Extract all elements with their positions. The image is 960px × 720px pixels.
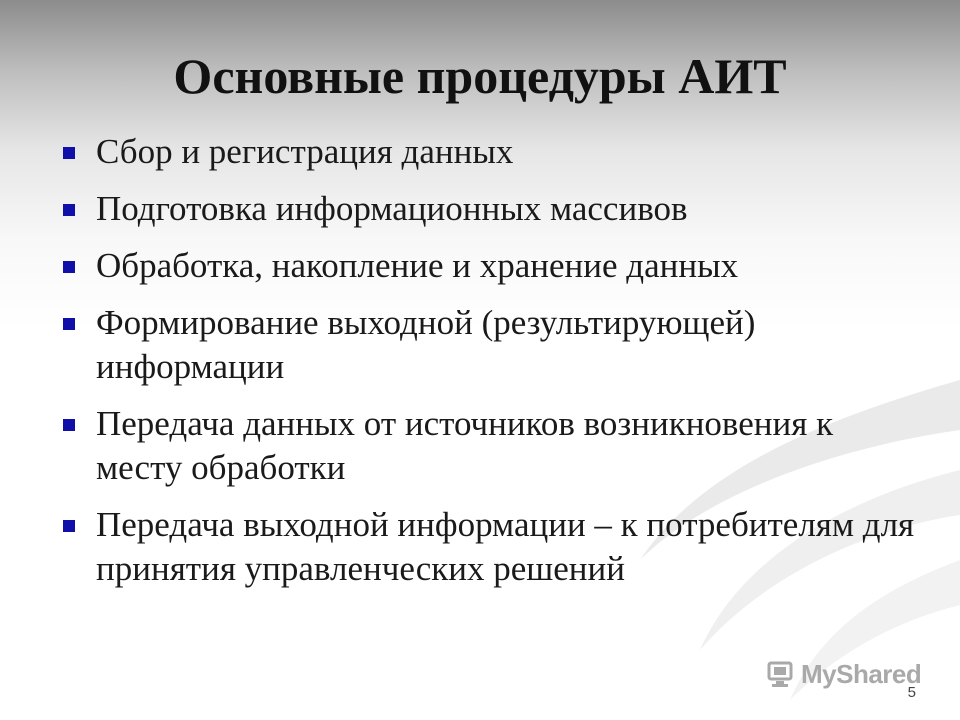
bullet-item [60,244,920,288]
bullet-item [60,301,920,389]
bullet-text: Передача выходной информации – к потребителям для принятия управленческих решений [96,505,915,588]
bullet-text: Обработка, накопление и хранение данных [96,246,739,285]
square-bullet-icon [63,204,75,216]
watermark-text: MyShared [801,658,922,689]
bullet-list [60,130,920,604]
square-bullet-icon [63,318,75,330]
square-bullet-icon [63,261,75,273]
square-bullet-icon [63,520,75,532]
bullet-text: Передача данных от источников возникновения к месту обработки [96,404,834,487]
square-bullet-icon [63,147,75,159]
myshared-logo-icon [765,659,795,689]
square-bullet-icon [63,419,75,431]
page-number: 5 [907,684,916,701]
bullet-text: Формирование выходной (результирующей) информации [96,303,756,386]
bullet-item [60,503,920,591]
slide-title: Основные процедуры АИТ [173,48,787,104]
bullet-item [60,187,920,231]
bullet-item [60,402,920,490]
bullet-text: Подготовка информационных массивов [96,189,688,228]
bullet-text: Сбор и регистрация данных [96,132,514,171]
bullet-item [60,130,920,174]
